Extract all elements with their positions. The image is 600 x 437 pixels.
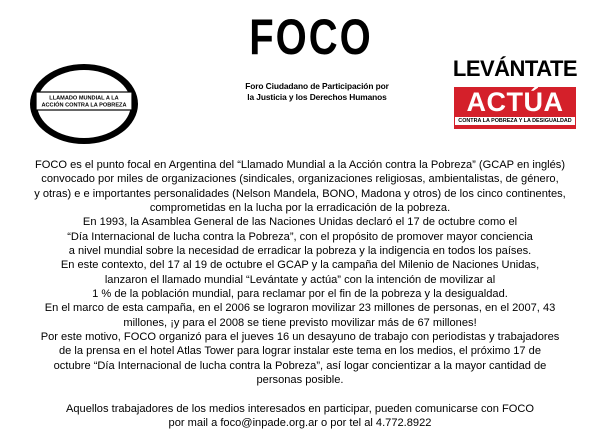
contact-line-1: Aquellos trabajadores de los medios interesados en participar, pueden comunicarse con FOCO [65,402,535,415]
actua-text: ACTÚA [466,87,564,117]
body-line: En 1993, la Asamblea General de las Naciones Unidas declaró el 17 de octubre como el [82,216,518,229]
seal-line-2: ACCIÓN CONTRA LA POBREZA [41,102,127,109]
body-line: Por este motivo, FOCO organizó para el jueves 16 un desayuno de trabajo con periodistas y trabajadores [40,331,560,344]
body-line: y otras) e e importantes personalidades (Nelson Mandela, BONO, Madona y otros) de los cinco continentes, [34,187,566,200]
body-line: En este contexto, del 17 al 19 de octubre el GCAP y la campaña del Milenio de Naciones Unidas, [60,259,540,272]
foco-logo-text: FOCO [249,8,373,66]
levantate-tagline: CONTRA LA POBREZA Y LA DESIGUALDAD [455,117,575,125]
foco-subtitle-line-1: Foro Ciudadano de Participación por [245,81,389,91]
body-line: de la prensa en el hotel Atlas Tower para lograr instalar este tema en los medios, el próximo 17 de [58,345,542,358]
seal-line-1: LLAMADO MUNDIAL A LA [49,95,119,102]
foco-logo [249,8,373,66]
body-line: octubre “Día Internacional de lucha contra la Pobreza”, así logar concientizar a la mayor cantidad de [53,359,547,372]
body-line: a nivel mundial sobre la necesidad de erradicar la pobreza y la indigencia en todos los países. [68,245,532,258]
foco-subtitle [222,81,412,103]
body-line: lanzaron el llamado mundial “Levántate y actúa” con la intención de movilizar al [104,273,496,286]
body-line: personas posible. [256,374,344,387]
body-text [4,158,596,431]
body-line: millones, ¡y para el 2008 se tiene previsto movilizar más de 67 millones! [123,316,477,329]
levantate-title: LEVÁNTATE [452,56,578,81]
body-line: En el marco de esta campaña, en el 2006 se lograron movilizar 23 millones de personas, en el 2007, 43 [44,302,556,315]
body-line: convocado por miles de organizaciones (sindicales, organizaciones religiosas, ambientalistas, de género, [41,173,559,186]
body-line: 1 % de la población mundial, para reclamar por el fin de la pobreza y la desigualdad. [92,288,508,301]
body-line: comprometidas en la lucha por la erradicación de la pobreza. [149,202,451,215]
seal-bottom-text: ALIANZA POR LA IGUALDAD [44,114,124,138]
body-line: FOCO es el punto focal en Argentina del “Llamado Mundial a la Acción contra la Pobreza” (GCAP en inglés) [34,159,566,171]
contact-line-2: por mail a foco@inpade.org.ar o por tel al 4.772.8922 [168,417,432,430]
levantate-actua-logo [450,56,580,136]
foco-subtitle-line-2: la Justicia y los Derechos Humanos [247,92,387,102]
body-line: “Día Internacional de lucha contra la Pobreza”, con el propósito de promover mayor conciencia [67,230,533,243]
llamado-mundial-seal-logo [28,62,140,146]
actua-red-box [454,87,576,129]
